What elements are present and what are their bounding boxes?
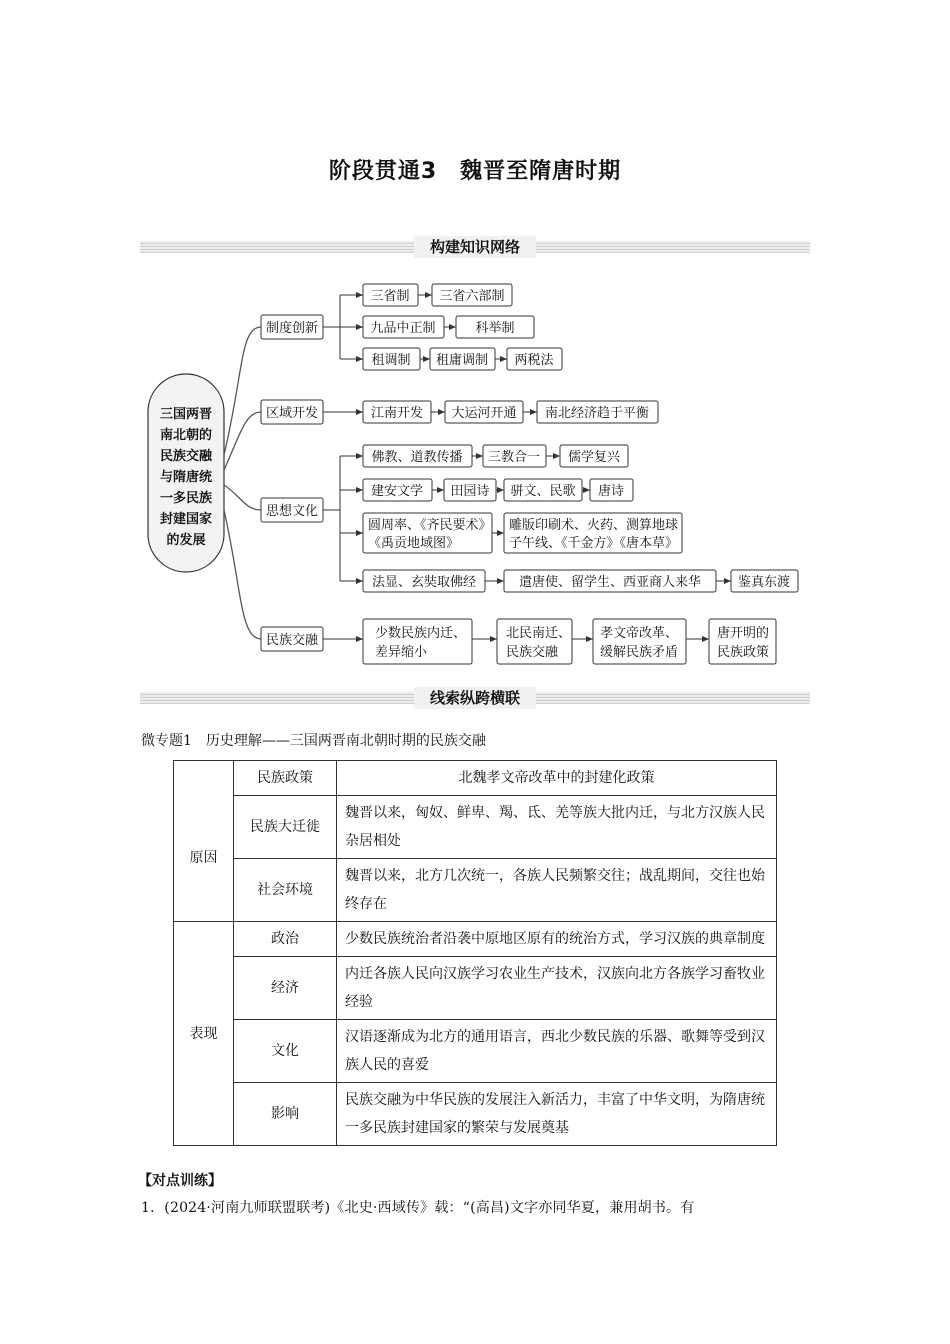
node-text: 九品中正制 [370,321,436,336]
row-value: 内迁各族人民向汉族学习农业生产技术，汉族向北方各族学习畜牧业经验 [337,957,777,1020]
node-text: 租调制 [371,353,411,368]
table-row [174,1020,777,1083]
node-text: 法显、玄奘取佛经 [371,575,477,590]
table-header-cell: 民族政策 [234,761,337,796]
section-banner-network [140,236,810,258]
node-text: 子午线、《千金方》《唐本草》 [509,536,679,551]
table-header-row [174,761,777,796]
branch-sixiang: 思想文化 [265,504,319,519]
root-line: 的发展 [166,533,206,548]
node-text: 少数民族内迁、 [375,626,467,641]
node-text: 佛教、道教传播 [371,450,463,465]
node-text: 孝文帝改革、 [600,626,679,641]
node-text: 三省六部制 [439,289,505,304]
node-text: 唐开明的 [717,626,770,641]
node-text: 《禹贡地域图》 [368,536,460,551]
row-value: 少数民族统治者沿袭中原地区原有的统治方式，学习汉族的典章制度 [337,922,777,957]
table-row [174,859,777,922]
root-line: 与隋唐统 [159,470,213,485]
row-value: 魏晋以来，匈奴、鲜卑、羯、氐、羌等族大批内迁，与北方汉族人民杂居相处 [337,796,777,859]
root-line: 南北朝的 [159,428,213,443]
node-text: 江南开发 [370,406,424,421]
branch-minzu: 民族交融 [265,633,319,648]
node-text: 科举制 [475,321,515,336]
row-key: 民族大迁徙 [234,796,337,859]
node-text: 建安文学 [370,484,424,499]
banner-label: 线索纵跨横联 [414,687,536,709]
node-text: 田园诗 [450,484,490,499]
question-1: 1．(2024·河南九师联盟联考)《北史·西域传》载：“(高昌)文字亦同华夏，兼用胡书。有 [141,1200,695,1216]
node-text: 遣唐使、留学生、西亚商人来华 [518,575,702,590]
node-text: 两税法 [514,353,554,368]
row-value: 民族交融为中华民族的发展注入新活力，丰富了中华文明，为隋唐统一多民族封建国家的繁荣与发展奠基 [337,1083,777,1146]
row-key: 经济 [234,957,337,1020]
policy-table [173,760,777,1146]
knowledge-mindmap [140,270,810,670]
root-line: 封建国家 [159,512,213,527]
node-text: 北民南迁、 [506,626,572,641]
node-text: 唐诗 [597,484,625,499]
node-text: 缓解民族矛盾 [600,645,679,660]
page-title: 阶段贯通3 魏晋至隋唐时期 [328,159,622,184]
section-banner-clues [140,687,810,709]
node-text: 民族政策 [717,645,770,660]
subtopic-title: 微专题1 历史理解——三国两晋南北朝时期的民族交融 [141,733,486,749]
table-header-cell: 北魏孝文帝改革中的封建化政策 [337,761,777,796]
branch-zhidu: 制度创新 [265,321,319,336]
table-row [174,1083,777,1146]
node-text: 鉴真东渡 [737,575,791,590]
node-text: 骈文、民歌 [510,484,576,499]
node-text: 大运河开通 [451,406,517,421]
node-text: 租庸调制 [435,353,489,368]
table-row [174,957,777,1020]
node-text: 三省制 [370,289,410,304]
row-value: 汉语逐渐成为北方的通用语言，西北少数民族的乐器、歌舞等受到汉族人民的喜爱 [337,1020,777,1083]
row-key: 社会环境 [234,859,337,922]
node-text: 差异缩小 [375,645,428,660]
root-line: 民族交融 [159,449,213,464]
group-label: 原因 [174,796,234,922]
root-line: 三国两晋 [159,407,213,422]
row-key: 影响 [234,1083,337,1146]
table-row [174,922,777,957]
node-text: 南北经济趋于平衡 [544,406,650,421]
row-key: 文化 [234,1020,337,1083]
banner-label: 构建知识网络 [414,236,536,258]
node-text: 圆周率、《齐民要术》 [368,518,492,533]
node-text: 雕版印刷术、火药、测算地球 [509,518,679,533]
row-value: 魏晋以来，北方几次统一，各族人民频繁交往；战乱期间，交往也始终存在 [337,859,777,922]
row-key: 政治 [234,922,337,957]
practice-heading: 【对点训练】 [138,1173,222,1189]
node-text: 民族交融 [506,645,559,660]
group-label: 表现 [174,922,234,1146]
node-text: 儒学复兴 [567,450,621,465]
table-row [174,796,777,859]
root-line: 一多民族 [159,491,213,506]
branch-quyu: 区域开发 [265,406,319,421]
node-text: 三教合一 [487,450,541,465]
